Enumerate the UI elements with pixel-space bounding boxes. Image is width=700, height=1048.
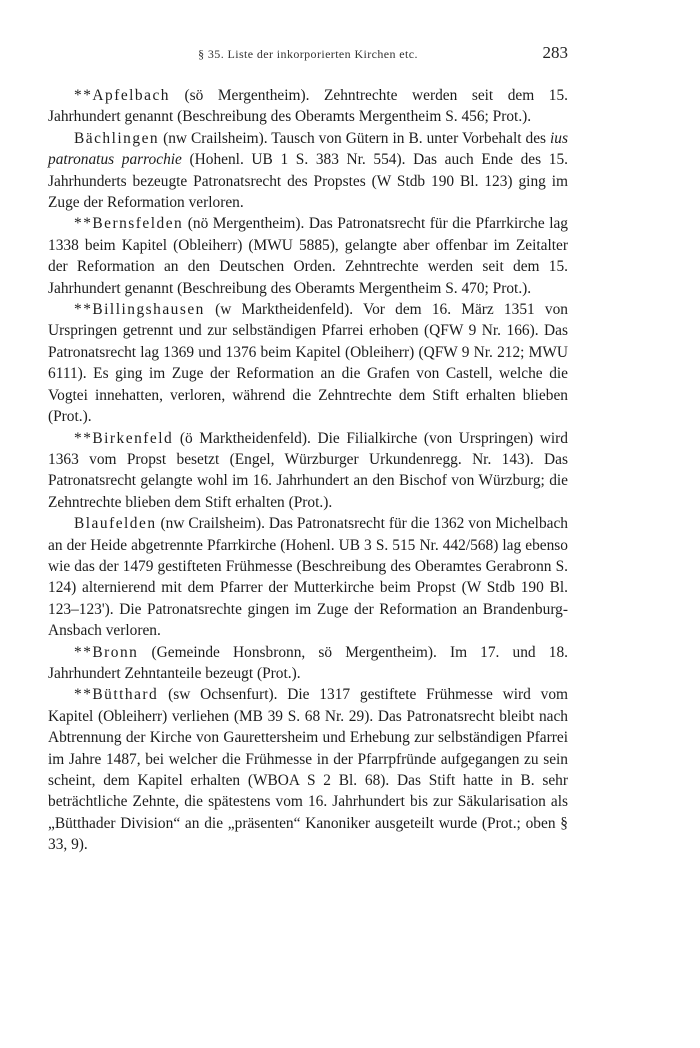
entry-text: (ö Marktheidenfeld). Die Filialkirche (von Urspringen) wird 1363 vom Propst besetzt (Engel, Würzburger Urkundenregg. Nr. 143). Das Patronatsrecht gelangte wohl im 16. Jahrhundert an den Bischof von Würzburg; die Zehntrechte blieben dem Stift erhalten (Prot.).	[48, 429, 568, 511]
entry-blaufelden	[48, 513, 568, 641]
entry-birkenfeld	[48, 428, 568, 514]
running-title: § 35. Liste der inkorporierten Kirchen etc.	[198, 47, 418, 61]
entry-text: (Gemeinde Honsbronn, sö Mergentheim). Im 17. und 18. Jahrhundert Zehntanteile bezeugt (Prot.).	[48, 643, 568, 682]
entry-text: (sö Mergentheim). Zehntrechte werden seit dem 15. Jahrhundert genannt (Beschreibung des Oberamts Mergentheim S. 456; Prot.).	[48, 87, 568, 126]
entry-text: (Hohenl. UB 1 S. 383 Nr. 554). Das auch Ende des 15. Jahrhunderts bezeugte Patronatsrecht des Propstes (W Stdb 190 Bl. 123) ging im Zuge der Reformation verloren.	[48, 151, 568, 212]
entry-italic-phrase: ius patronatus parrochie	[48, 129, 568, 169]
entry-buetthard	[48, 684, 568, 855]
entry-text: (nw Crailsheim). Tausch von Gütern in B. unter Vorbehalt des	[159, 129, 551, 147]
entry-billingshausen	[48, 299, 568, 427]
entry-headword: **Billingshausen	[74, 301, 205, 319]
entry-headword: **Apfelbach	[74, 87, 170, 104]
entry-headword: Bächlingen	[74, 129, 160, 147]
entry-baechlingen	[48, 128, 568, 214]
entry-text: (nö Mergentheim). Das Patronatsrecht für die Pfarrkirche lag 1338 beim Kapitel (Obleiherr) (MWU 5885), gelangte aber offenbar im Zeitalter der Reformation an den Deutschen Orden. Zehntrechte werden seit dem 15. Jahrhundert genannt (Beschreibung des Oberamts Mergentheim S. 470; Prot.).	[48, 215, 568, 297]
entry-bronn	[48, 642, 568, 685]
entry-text: (sw Ochsenfurt). Die 1317 gestiftete Frühmesse wird vom Kapitel (Obleiherr) verliehen (MB 39 S. 68 Nr. 29). Das Patronatsrecht bleibt nach Abtrennung der Kirche von Gaurettersheim und Erhebung zur selbständigen Pfarrei im Jahre 1487, bei welcher die Frühmesse in der Pfarrpfründe aufgegangen zu sein scheint, dem Kapitel erhalten (WBOA S 2 Bl. 68). Das Stift hatte in B. sehr beträchtliche Zehnte, die spätestens vom 16. Jahrhundert bis zur Säkularisation als „Bütthader Division“ an die „präsenten“ Kanoniker ausgeteilt wurde (Prot.; oben § 33, 9).	[48, 686, 568, 854]
entry-text: (nw Crailsheim). Das Patronatsrecht für die 1362 von Michelbach an der Heide abgetrennte Pfarrkirche (Hohenl. UB 3 S. 515 Nr. 442/568) lag ebenso wie das der 1479 gestifteten Frühmesse (Beschreibung des Oberamtes Gerabronn S. 124) alternierend mit dem Pfarrer der Mutterkirche beim Propst (W Stdb 190 Bl. 123–123'). Die Patronatsrechte gingen im Zuge der Reformation an Brandenburg-Ansbach verloren.	[48, 515, 568, 640]
entry-headword: **Bronn	[74, 643, 139, 661]
entry-headword: **Bütthard	[74, 686, 159, 704]
page-body	[48, 85, 568, 856]
entry-apfelbach	[48, 85, 568, 128]
entry-text: (w Marktheidenfeld). Vor dem 16. März 1351 von Urspringen getrennt und zur selbständigen Pfarrei erhoben (QFW 9 Nr. 166). Das Patronatsrecht lag 1369 und 1376 beim Kapitel (Obleiherr) (QFW 9 Nr. 212; MWU 6111). Es ging im Zuge der Reformation an die Grafen von Castell, welche die Vogtei innehatten, verloren, während die Zehntrechte dem Stift erhalten blieben (Prot.).	[48, 301, 568, 426]
entry-headword: Blaufelden	[74, 515, 157, 533]
entry-headword: **Birkenfeld	[74, 429, 174, 447]
entry-bernsfelden	[48, 213, 568, 299]
page-number: 283	[542, 43, 568, 62]
entry-headword: **Bernsfelden	[74, 215, 184, 233]
